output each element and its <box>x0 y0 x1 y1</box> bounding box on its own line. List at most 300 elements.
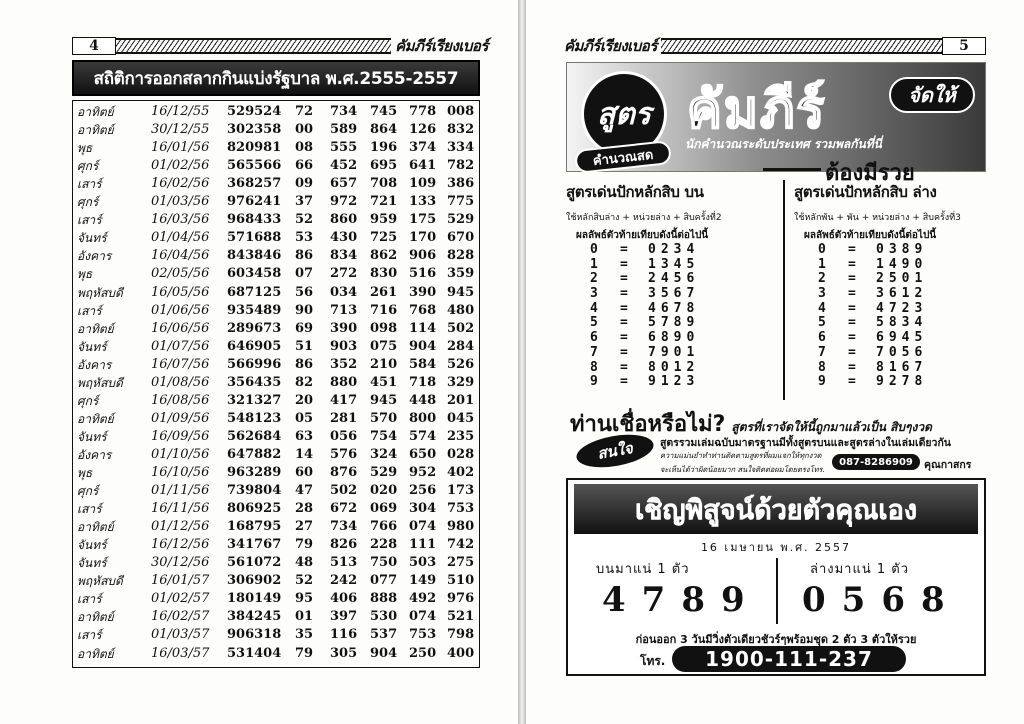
cell-n2: 430 <box>330 230 358 246</box>
cell-day: อาทิตย์ <box>77 520 114 535</box>
cell-n1: 27 <box>295 519 314 535</box>
cell-n2: 397 <box>330 609 358 625</box>
banner-tagline: นักคำนวณระดับประเทศ รวมพลกันที่นี่ <box>685 137 882 151</box>
cell-n2: 713 <box>330 302 358 318</box>
cell-n2: 672 <box>330 501 358 517</box>
cell-n2: 116 <box>330 627 358 643</box>
cell-n5: 742 <box>447 537 475 553</box>
cell-n3: 261 <box>370 284 398 300</box>
cell-n4: 768 <box>409 302 437 318</box>
results-table <box>72 100 480 668</box>
formula-row <box>566 287 786 302</box>
table-row <box>73 229 479 248</box>
cell-n5: 980 <box>447 519 475 535</box>
cell-n3: 904 <box>370 645 398 661</box>
formula-top-head: ผลลัพธ์ตัวท้ายเทียบดังนี้ต่อไปนี้ <box>576 230 709 241</box>
formula-bottom-title: สูตรเด่นปักหลักสิบ ล่าง <box>794 183 937 201</box>
cell-first: 566996 <box>227 356 282 372</box>
cell-n2: 834 <box>330 248 358 264</box>
cell-n2: 056 <box>330 428 358 444</box>
cell-first: 646905 <box>227 338 282 354</box>
cell-date: 16/03/56 <box>151 212 210 228</box>
cell-n3: 766 <box>370 519 398 535</box>
formula-value: 7901 <box>648 344 700 360</box>
formula-row <box>794 287 1014 302</box>
top-label: บนมาแน่ 1 ตัว <box>596 562 690 577</box>
cell-date: 16/10/56 <box>151 465 210 480</box>
cell-n4: 718 <box>409 374 437 390</box>
equals-sign: = <box>848 300 856 316</box>
cell-n3: 570 <box>370 410 398 426</box>
book-gutter <box>518 0 526 724</box>
cell-n5: 235 <box>447 428 475 444</box>
cell-n1: 07 <box>295 266 314 282</box>
cell-n5: 976 <box>447 591 475 607</box>
cell-n2: 034 <box>330 284 358 300</box>
cell-first: 968433 <box>227 212 282 228</box>
cell-n2: 502 <box>330 483 358 499</box>
cell-first: 739804 <box>227 483 282 499</box>
equals-sign: = <box>620 271 628 287</box>
formula-key: 3 <box>590 286 598 302</box>
cell-n4: 904 <box>409 338 437 354</box>
cell-n4: 074 <box>409 609 437 625</box>
cell-n1: 66 <box>295 158 314 174</box>
formula-value: 1490 <box>876 256 928 272</box>
cell-n1: 35 <box>295 627 314 643</box>
table-row <box>73 428 479 447</box>
formula-row <box>794 316 1014 331</box>
table-row <box>73 193 479 212</box>
cell-first: 806925 <box>227 501 282 517</box>
cell-n1: 51 <box>295 338 314 354</box>
cell-day: ศุกร์ <box>77 393 99 408</box>
cell-date: 01/09/56 <box>151 410 210 426</box>
cell-first: 289673 <box>227 320 282 336</box>
cell-n1: 79 <box>295 537 314 553</box>
cell-n1: 86 <box>295 248 314 264</box>
cell-n2: 734 <box>330 519 358 535</box>
cell-n4: 250 <box>409 645 437 661</box>
cell-n4: 574 <box>409 428 437 444</box>
cell-n4: 800 <box>409 410 437 426</box>
cell-n3: 745 <box>370 104 398 119</box>
formula-top-title: สูตรเด่นปักหลักสิบ บน <box>566 183 704 201</box>
table-row <box>73 608 479 627</box>
draw-date: 16 เมษายน พ.ศ. 2557 <box>700 541 852 554</box>
cell-day: อังคาร <box>77 357 112 372</box>
cell-n5: 529 <box>447 212 475 228</box>
cell-n1: 14 <box>295 446 314 462</box>
cell-first: 561072 <box>227 555 282 571</box>
cell-n1: 00 <box>295 122 314 138</box>
cell-n4: 390 <box>409 284 437 300</box>
cell-n3: 210 <box>370 356 398 372</box>
formula-row <box>794 375 1014 390</box>
formula-top-sub: ใช้หลักสิบล่าง + หน่วยล่าง + สิบครั้งที่2 <box>566 213 722 223</box>
cell-n2: 272 <box>330 266 358 282</box>
table-row <box>73 139 479 158</box>
cell-n3: 530 <box>370 609 398 625</box>
cell-day: จันทร์ <box>77 538 107 553</box>
promo-line-3: จะเห็นได้ว่าผิดน้อยมาก สนใจติดต่อผมโดยตรงโทร. <box>660 465 825 474</box>
cell-first: 168795 <box>227 519 282 535</box>
cell-day: อังคาร <box>77 447 112 462</box>
cell-n3: 725 <box>370 230 398 246</box>
formula-row <box>794 258 1014 273</box>
cell-date: 01/08/56 <box>151 374 210 390</box>
formula-row <box>794 361 1014 376</box>
brand-logo: คัมภีร์เรียงเบอร์ <box>395 37 488 55</box>
equals-sign: = <box>848 271 856 287</box>
cell-n2: 657 <box>330 176 358 192</box>
formula-key: 4 <box>818 300 826 316</box>
table-row <box>73 554 479 573</box>
table-row <box>73 302 479 321</box>
formula-row <box>566 331 786 346</box>
cell-day: เสาร์ <box>77 628 102 643</box>
cell-n3: 324 <box>370 446 398 462</box>
cell-day: พฤหัสบดี <box>77 285 123 300</box>
cell-n2: 860 <box>330 212 358 228</box>
live-calc-badge: คำนวณสด <box>574 140 672 174</box>
bottom-number: 0568 <box>802 580 961 620</box>
cell-first: 687125 <box>227 284 282 300</box>
cell-n5: 173 <box>447 483 475 499</box>
cell-n1: 86 <box>295 356 314 372</box>
cell-n5: 284 <box>447 338 475 354</box>
formula-key: 6 <box>590 330 598 346</box>
cell-n2: 513 <box>330 555 358 571</box>
cell-date: 01/12/56 <box>151 519 210 535</box>
table-row <box>73 265 479 284</box>
table-row <box>73 284 479 303</box>
table-row <box>73 247 479 266</box>
cell-first: 302358 <box>227 122 282 138</box>
cell-day: อาทิตย์ <box>77 105 114 119</box>
cell-day: อาทิตย์ <box>77 321 114 336</box>
formula-key: 0 <box>818 242 826 257</box>
cell-date: 16/03/57 <box>151 645 210 661</box>
tel-number[interactable]: 1900-111-237 <box>672 646 906 672</box>
cell-n1: 95 <box>295 591 314 607</box>
formula-row <box>566 375 786 390</box>
equals-sign: = <box>848 359 856 375</box>
cell-day: เสาร์ <box>77 177 102 192</box>
formula-key: 3 <box>818 286 826 302</box>
cell-n2: 452 <box>330 158 358 174</box>
formula-row <box>566 316 786 331</box>
formula-key: 2 <box>590 271 598 287</box>
cell-date: 30/12/55 <box>151 122 210 138</box>
cell-n1: 60 <box>295 465 314 480</box>
cell-first: 384245 <box>227 609 282 625</box>
cell-day: เสาร์ <box>77 502 102 517</box>
cell-n5: 028 <box>447 446 475 462</box>
cell-n3: 862 <box>370 248 398 264</box>
cell-n3: 075 <box>370 338 398 354</box>
cell-n5: 510 <box>447 573 475 589</box>
formula-key: 6 <box>818 330 826 346</box>
equals-sign: = <box>620 374 628 390</box>
cell-n1: 90 <box>295 302 314 318</box>
cell-day: ศุกร์ <box>77 159 99 174</box>
cell-n1: 69 <box>295 320 314 336</box>
cell-first: 356435 <box>227 374 282 390</box>
formula-row <box>566 346 786 361</box>
cell-first: 368257 <box>227 176 282 192</box>
cell-day: อาทิตย์ <box>77 610 114 625</box>
cell-n1: 08 <box>295 140 314 156</box>
cell-n3: 959 <box>370 212 398 228</box>
formula-bottom-list <box>794 243 1014 390</box>
cell-day: ศุกร์ <box>77 484 99 499</box>
formula-key: 2 <box>818 271 826 287</box>
brand-logo: คัมภีร์เรียงเบอร์ <box>564 37 657 55</box>
formula-row <box>794 272 1014 287</box>
table-row <box>73 572 479 591</box>
table-row <box>73 410 479 429</box>
formula-divider <box>783 180 785 400</box>
cell-first: 565566 <box>227 158 282 174</box>
cell-first: 531404 <box>227 645 282 661</box>
formula-value: 4723 <box>876 300 928 316</box>
cell-n2: 281 <box>330 410 358 426</box>
cell-n1: 56 <box>295 284 314 300</box>
cell-n5: 798 <box>447 627 475 643</box>
cell-n5: 670 <box>447 230 475 246</box>
banner-headline: ต้องมีรวย <box>825 155 915 190</box>
formula-top-list <box>566 243 786 390</box>
formula-row <box>566 302 786 317</box>
cell-n1: 47 <box>295 483 314 499</box>
equals-sign: = <box>620 242 628 257</box>
cell-n3: 708 <box>370 176 398 192</box>
cell-date: 16/09/56 <box>151 428 210 444</box>
cell-n3: 196 <box>370 140 398 156</box>
cell-day: จันทร์ <box>77 429 107 444</box>
formula-key: 1 <box>590 256 598 272</box>
formula-badge: สูตร <box>581 71 667 157</box>
formula-key: 8 <box>590 359 598 375</box>
cell-n2: 576 <box>330 446 358 462</box>
formula-value: 6945 <box>876 330 928 346</box>
cell-n5: 334 <box>447 140 475 156</box>
formula-row <box>794 346 1014 361</box>
cell-date: 16/11/56 <box>151 501 210 517</box>
cell-date: 01/11/56 <box>151 483 210 499</box>
proof-divider <box>776 558 778 624</box>
formula-bottom <box>794 180 1014 390</box>
arranged-badge: จัดให้ <box>889 77 975 113</box>
equals-sign: = <box>848 242 856 257</box>
cell-first: 820981 <box>227 140 282 156</box>
cell-n4: 111 <box>409 537 437 553</box>
cell-first: 562684 <box>227 428 282 444</box>
cell-n2: 826 <box>330 537 358 553</box>
cell-n3: 077 <box>370 573 398 589</box>
cell-n4: 516 <box>409 266 437 282</box>
cell-n4: 149 <box>409 573 437 589</box>
formula-value: 2456 <box>648 271 700 287</box>
banner-title: คัมภีร์ <box>687 80 827 140</box>
cell-date: 01/10/56 <box>151 446 210 462</box>
formula-key: 5 <box>590 315 598 331</box>
formula-key: 9 <box>818 374 826 390</box>
cell-n3: 830 <box>370 266 398 282</box>
cell-n4: 503 <box>409 555 437 571</box>
cell-day: อาทิตย์ <box>77 646 114 661</box>
table-row <box>73 482 479 501</box>
formula-row <box>566 258 786 273</box>
formula-row <box>566 243 786 258</box>
table-row <box>73 464 479 483</box>
formula-row <box>566 361 786 376</box>
equals-sign: = <box>848 286 856 302</box>
cell-n5: 828 <box>447 248 475 264</box>
cell-date: 16/01/57 <box>151 573 210 589</box>
believe-question: ท่านเชื่อหรือไม่? <box>570 412 726 437</box>
proof-footnote: ก่อนออก 3 วันมีวิ่งตัวเดียวชัวร์ๆพร้อมชุด 2 ตัว 3 ตัวให้รวย <box>635 633 917 646</box>
formula-value: 8012 <box>648 359 700 375</box>
cell-n1: 09 <box>295 176 314 192</box>
table-row <box>73 645 479 664</box>
cell-day: อังคาร <box>77 249 112 264</box>
cell-date: 30/12/56 <box>151 555 210 571</box>
cell-day: พุธ <box>77 267 93 282</box>
cell-n3: 716 <box>370 302 398 318</box>
contact-phone[interactable]: 087-8286909 <box>832 454 920 470</box>
cell-n4: 584 <box>409 356 437 372</box>
formula-key: 5 <box>818 315 826 331</box>
cell-n5: 832 <box>447 122 475 138</box>
cell-date: 01/06/56 <box>151 302 210 318</box>
formula-key: 8 <box>818 359 826 375</box>
cell-n4: 126 <box>409 122 437 138</box>
cell-n2: 880 <box>330 374 358 390</box>
cell-n4: 109 <box>409 176 437 192</box>
formula-value: 0234 <box>648 242 700 257</box>
cell-n3: 888 <box>370 591 398 607</box>
cell-n2: 242 <box>330 573 358 589</box>
cell-n1: 63 <box>295 428 314 444</box>
cell-day: พฤหัสบดี <box>77 574 123 589</box>
equals-sign: = <box>848 344 856 360</box>
cell-n5: 945 <box>447 284 475 300</box>
cell-date: 16/12/56 <box>151 537 210 553</box>
formula-value: 5789 <box>648 315 700 331</box>
cell-n1: 52 <box>295 573 314 589</box>
cell-n3: 451 <box>370 374 398 390</box>
cell-n1: 28 <box>295 501 314 517</box>
cell-n3: 695 <box>370 158 398 174</box>
cell-first: 341767 <box>227 537 282 553</box>
equals-sign: = <box>620 344 628 360</box>
table-row <box>73 121 479 140</box>
cell-n5: 359 <box>447 266 475 282</box>
cell-first: 935489 <box>227 302 282 318</box>
equals-sign: = <box>620 330 628 346</box>
table-row <box>73 356 479 375</box>
page-number: 5 <box>942 37 986 55</box>
cell-n2: 406 <box>330 591 358 607</box>
cell-n2: 876 <box>330 465 358 480</box>
table-row <box>73 320 479 339</box>
formula-key: 7 <box>818 344 826 360</box>
header-hatch <box>116 38 391 54</box>
formula-key: 1 <box>818 256 826 272</box>
header-hatch <box>661 38 942 54</box>
formula-value: 8167 <box>876 359 928 375</box>
cell-first: 306902 <box>227 573 282 589</box>
table-row <box>73 626 479 645</box>
cell-n1: 79 <box>295 645 314 661</box>
formula-key: 0 <box>590 242 598 257</box>
cell-n2: 352 <box>330 356 358 372</box>
equals-sign: = <box>848 315 856 331</box>
formula-value: 0389 <box>876 242 928 257</box>
interested-badge: สนใจ <box>574 429 656 472</box>
cell-day: จันทร์ <box>77 556 107 571</box>
table-row <box>73 446 479 465</box>
cell-day: ศุกร์ <box>77 195 99 210</box>
tel-label: โทร. <box>640 654 666 668</box>
table-row <box>73 175 479 194</box>
cell-date: 01/03/56 <box>151 194 210 210</box>
table-row <box>73 518 479 537</box>
bottom-label: ล่างมาแน่ 1 ตัว <box>810 562 910 577</box>
formula-banner <box>566 62 986 186</box>
cell-date: 01/02/56 <box>151 158 210 174</box>
promo-line-1: สูตรรวมเล่มฉบับมาตรฐานมีทั้งสูตรบนและสูตรล่างในเล่มเดียวกัน <box>660 437 951 449</box>
cell-n5: 521 <box>447 609 475 625</box>
cell-day: จันทร์ <box>77 231 107 246</box>
proof-title: เชิญพิสูจน์ด้วยตัวคุณเอง <box>574 484 978 534</box>
cell-n5: 753 <box>447 501 475 517</box>
cell-n2: 734 <box>330 104 358 119</box>
cell-date: 16/02/57 <box>151 609 210 625</box>
cell-date: 01/03/57 <box>151 627 210 643</box>
cell-n4: 170 <box>409 230 437 246</box>
cell-day: เสาร์ <box>77 303 102 318</box>
cell-n4: 753 <box>409 627 437 643</box>
cell-first: 843846 <box>227 248 282 264</box>
cell-date: 01/02/57 <box>151 591 210 607</box>
equals-sign: = <box>848 330 856 346</box>
cell-n1: 82 <box>295 374 314 390</box>
cell-n5: 502 <box>447 320 475 336</box>
formula-key: 9 <box>590 374 598 390</box>
formula-value: 9123 <box>648 374 700 390</box>
table-row <box>73 157 479 176</box>
cell-n5: 782 <box>447 158 475 174</box>
equals-sign: = <box>620 359 628 375</box>
formula-value: 3567 <box>648 286 700 302</box>
table-title: สถิติการออกสลากกินแบ่งรัฐบาล พ.ศ.2555-2557 <box>72 60 480 96</box>
formula-key: 7 <box>590 344 598 360</box>
formula-value: 7056 <box>876 344 928 360</box>
cell-n3: 864 <box>370 122 398 138</box>
cell-n4: 492 <box>409 591 437 607</box>
formula-value: 2501 <box>876 271 928 287</box>
cell-day: พุธ <box>77 141 93 156</box>
cell-date: 16/05/56 <box>151 284 210 300</box>
cell-n3: 020 <box>370 483 398 499</box>
cell-n3: 228 <box>370 537 398 553</box>
cell-n1: 01 <box>295 609 314 625</box>
formula-value: 6890 <box>648 330 700 346</box>
cell-n4: 641 <box>409 158 437 174</box>
